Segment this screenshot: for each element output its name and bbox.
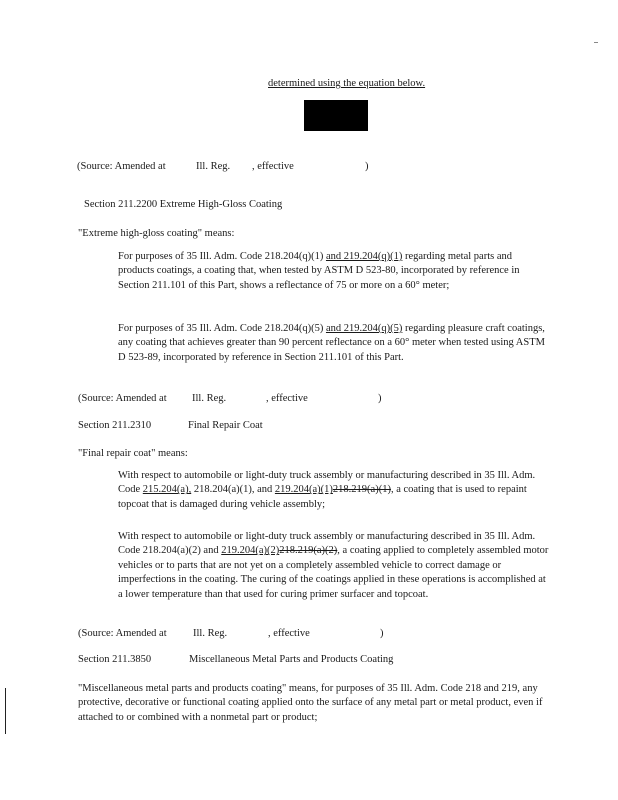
- section-2310-paragraph-1: [118, 469, 550, 512]
- section-2310-title: Final Repair Coat: [188, 420, 263, 431]
- para-text: For purposes of 35 Ill. Adm. Code 218.204(q)(5): [118, 323, 324, 334]
- source-close: ): [365, 161, 369, 172]
- section-2310-number: Section 211.2310: [78, 420, 152, 431]
- section-3850-body: "Miscellaneous metal parts and products coating" means, for purposes of 35 Ill. Adm. Code 218 and 219, any protective, decorative or functional coating applied onto the surface of any metal part or metal product, even if attached to or combined with a nonmetal part or product;: [78, 683, 543, 723]
- redaction-box: [304, 100, 368, 131]
- source-effective: , effective: [252, 161, 294, 172]
- section-2200-intro: "Extreme high-gloss coating" means:: [78, 228, 235, 239]
- section-3850-title: Miscellaneous Metal Parts and Products Coating: [189, 654, 394, 665]
- para-text: 218.204(a)(1), and: [193, 484, 273, 496]
- equation-reference-line: determined using the equation below.: [268, 78, 426, 89]
- deleted-text: 218.219(a)(2): [279, 545, 338, 557]
- source-label: (Source: Amended at: [78, 628, 167, 639]
- source-label: (Source: Amended at: [78, 393, 167, 404]
- para-text: , a coating applied to completely assembled motor vehicles or to parts that are not yet on a completely assembled vehicle to correct damage or imperfections in the coating. The curing of the coatings applied in these operations is accomplished at a lower temperature than that used for curing primer surfacer and topcoat.: [118, 545, 549, 600]
- scan-edge-mark: [5, 688, 6, 734]
- para-text: regarding metal parts and products coatings, a coating that, when tested by ASTM D 523-80, incorporated by reference in Section 211.101 of this Part, shows a reflectance of 75 or more on a 60° meter;: [118, 251, 520, 291]
- inserted-text: 219.204(a)(1): [274, 484, 333, 496]
- inserted-text: and 219.204(q)(1): [325, 251, 403, 262]
- inserted-text: and 219.204(q)(5): [325, 323, 403, 334]
- para-text: For purposes of 35 Ill. Adm. Code 218.204(q)(1): [118, 251, 324, 262]
- para-text: , a coating that is used to repaint topcoat that is damaged during vehicle assembly;: [118, 484, 527, 510]
- source-reg: Ill. Reg.: [193, 628, 228, 639]
- section-3850-number: Section 211.3850: [78, 654, 152, 665]
- source-label: (Source: Amended at: [77, 161, 166, 172]
- source-reg: Ill. Reg.: [192, 393, 227, 404]
- inserted-text: 215.204(a),: [142, 484, 192, 496]
- source-reg: Ill. Reg.: [196, 161, 231, 172]
- deleted-text: 218.219(a)(1): [332, 484, 391, 496]
- para-text: regarding pleasure craft coatings, any coating that achieves greater than 90 percent reflectance on a 60° meter when tested using ASTM D 523-89, incorporated by reference in Section 211.101 of this Part.: [118, 323, 545, 363]
- section-2310-intro: "Final repair coat" means:: [78, 448, 188, 459]
- para-text: With respect to automobile or light-duty truck assembly or manufacturing described in 35 Ill. Adm. Code 218.204(a)(2) and: [118, 531, 536, 557]
- source-effective: , effective: [268, 628, 310, 639]
- source-effective: , effective: [266, 393, 308, 404]
- source-close: ): [378, 393, 382, 404]
- scan-speck: [594, 42, 598, 43]
- section-2200-paragraph-2: [118, 322, 550, 365]
- section-2310-paragraph-2: [118, 530, 550, 602]
- para-text: With respect to automobile or light-duty truck assembly or manufacturing described in 35 Ill. Adm. Code: [118, 470, 536, 496]
- section-2200-heading: Section 211.2200 Extreme High-Gloss Coating: [84, 199, 283, 210]
- source-close: ): [380, 628, 384, 639]
- section-2200-paragraph-1: [118, 250, 550, 293]
- inserted-text: 219.204(a)(2): [221, 545, 280, 557]
